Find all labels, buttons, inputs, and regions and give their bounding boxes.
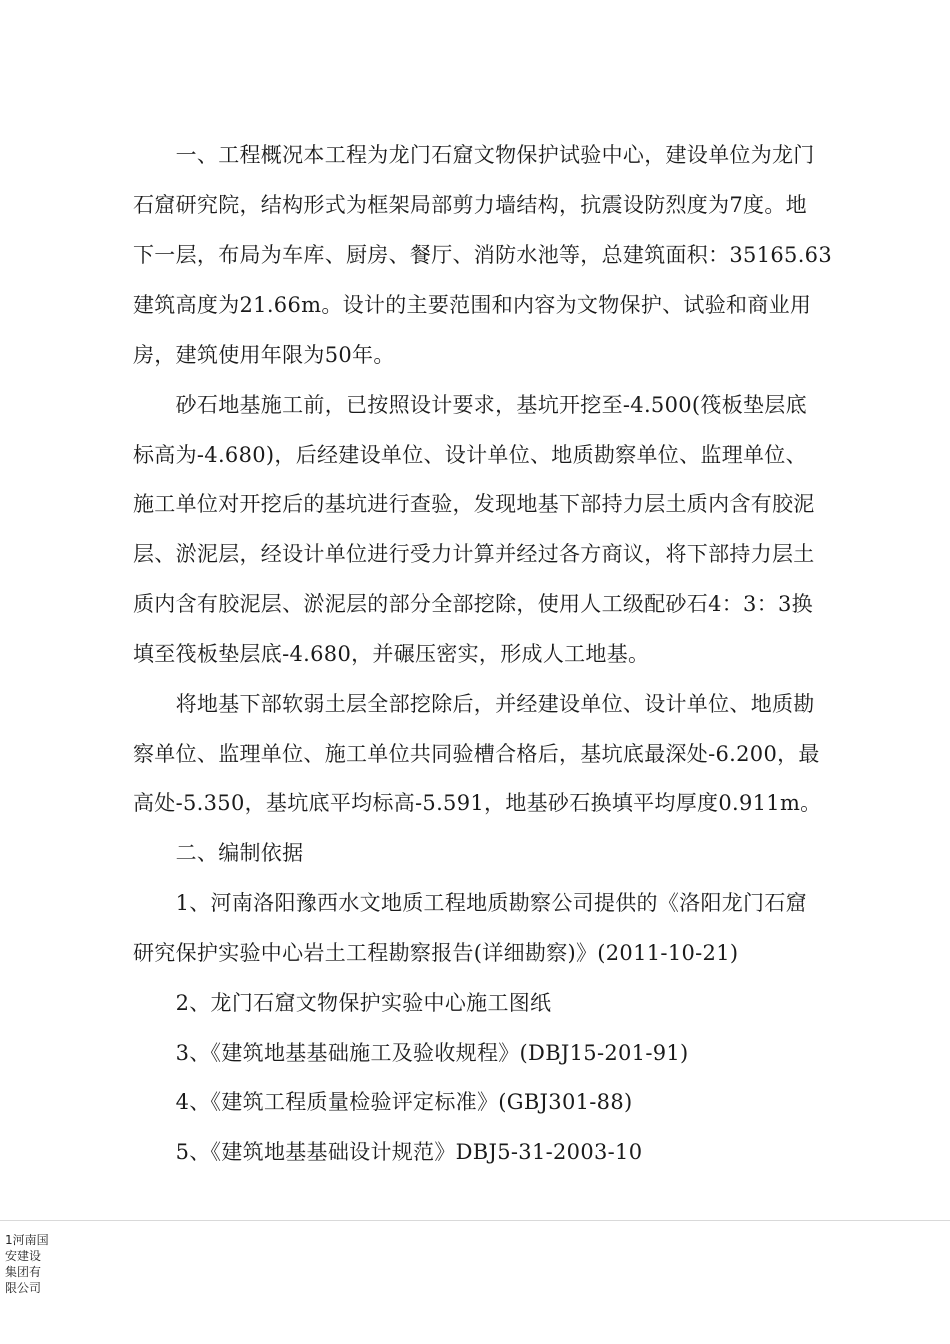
footer-divider — [0, 1220, 950, 1221]
text-line: 下一层，布局为车库、厨房、餐厅、消防水池等，总建筑面积：35165.63 — [133, 243, 832, 267]
text-line: 2、龙门石窟文物保护实验中心施工图纸 — [133, 991, 552, 1015]
footer-company-name: 1河南国安建设集团有限公司 — [5, 1233, 49, 1295]
section-heading: 二、编制依据 — [133, 841, 304, 865]
text-line: 建筑高度为21.66m。设计的主要范围和内容为文物保护、试验和商业用 — [133, 293, 812, 317]
text-line: 质内含有胶泥层、淤泥层的部分全部挖除，使用人工级配砂石4：3：3换 — [133, 592, 813, 616]
text-line: 层、淤泥层，经设计单位进行受力计算并经过各方商议，将下部持力层土 — [133, 542, 815, 566]
text-line: 一、工程概况本工程为龙门石窟文物保护试验中心，建设单位为龙门 — [133, 143, 815, 167]
text-line: 标高为-4.680)，后经建设单位、设计单位、地质勘察单位、监理单位、 — [133, 443, 807, 467]
text-line: 3、《建筑地基基础施工及验收规程》(DBJ15-201-91) — [133, 1041, 689, 1065]
text-line: 填至筏板垫层底-4.680，并碾压密实，形成人工地基。 — [133, 642, 650, 666]
text-line: 施工单位对开挖后的基坑进行查验，发现地基下部持力层土质内含有胶泥 — [133, 492, 815, 516]
text-line: 4、《建筑工程质量检验评定标准》(GBJ301-88) — [133, 1090, 633, 1114]
text-line: 石窟研究院，结构形式为框架局部剪力墙结构，抗震设防烈度为7度。地 — [133, 193, 807, 217]
text-line: 房，建筑使用年限为50年。 — [133, 343, 395, 367]
text-line: 察单位、监理单位、施工单位共同验槽合格后，基坑底最深处-6.200，最 — [133, 742, 820, 766]
text-line: 研究保护实验中心岩土工程勘察报告(详细勘察)》(2011-10-21) — [133, 941, 739, 965]
text-line: 5、《建筑地基基础设计规范》DBJ5-31-2003-10 — [133, 1140, 643, 1164]
text-line: 高处-5.350，基坑底平均标高-5.591，地基砂石换填平均厚度0.911m。 — [133, 791, 822, 815]
text-line: 将地基下部软弱土层全部挖除后，并经建设单位、设计单位、地质勘 — [133, 692, 815, 716]
text-line: 砂石地基施工前，已按照设计要求，基坑开挖至-4.500(筏板垫层底 — [133, 393, 807, 417]
text-line: 1、河南洛阳豫西水文地质工程地质勘察公司提供的《洛阳龙门石窟 — [133, 891, 807, 915]
